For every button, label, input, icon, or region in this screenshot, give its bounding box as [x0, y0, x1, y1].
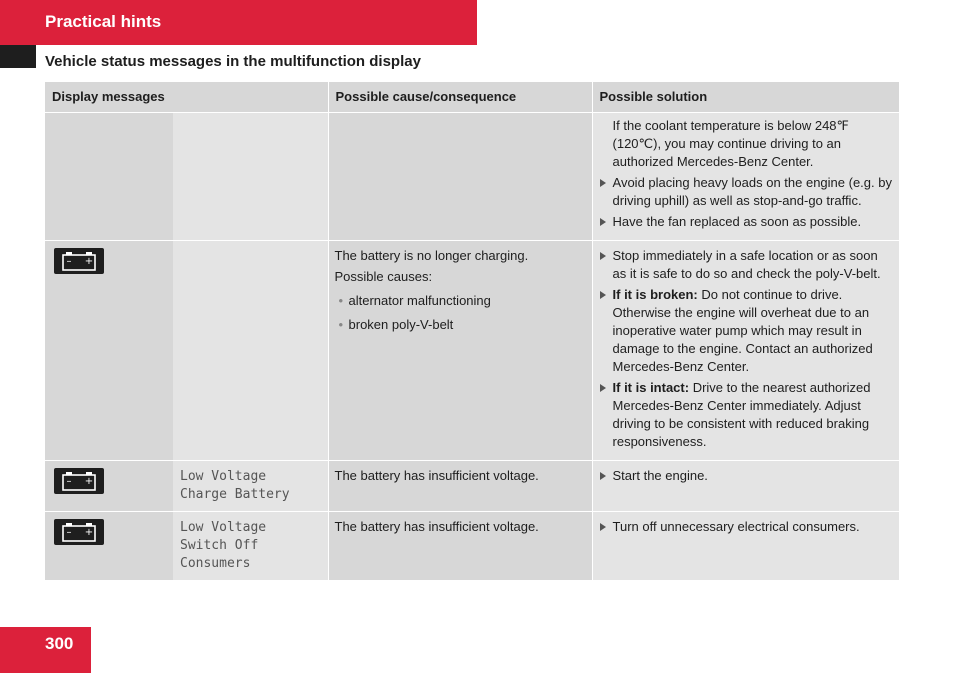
- column-header-solution: Possible solution: [592, 82, 899, 113]
- solution-text: Drive to the nearest authorized Mercedes-Benz Center immediately. Adjust driving to be consistent with reduced braking responsiveness.: [612, 380, 871, 449]
- solution-cell: [592, 461, 899, 512]
- solution-item: [599, 518, 894, 536]
- display-message-text: Low Voltage Charge Battery: [180, 469, 290, 502]
- battery-minus-label: –: [66, 527, 72, 538]
- message-cell: [173, 241, 328, 461]
- status-messages-table: [45, 82, 899, 581]
- cause-text: Possible causes:: [334, 269, 433, 284]
- table-header-row: [45, 82, 899, 113]
- solution-item: [599, 174, 894, 210]
- arrow-right-icon: [600, 291, 606, 299]
- battery-icon: [54, 468, 104, 494]
- table-row: [45, 512, 899, 581]
- icon-cell: [45, 512, 173, 581]
- icon-cell: [45, 113, 173, 241]
- arrow-right-icon: [600, 523, 606, 531]
- page-number: 300: [45, 634, 74, 653]
- solution-item: [599, 379, 894, 451]
- solution-item: [599, 467, 894, 485]
- icon-cell: [45, 461, 173, 512]
- icon-cell: [45, 241, 173, 461]
- table-row: [45, 241, 899, 461]
- battery-plus-label: +: [84, 476, 94, 487]
- table-row: [45, 113, 899, 241]
- cause-cell: [328, 512, 592, 581]
- table-row: [45, 461, 899, 512]
- cause-bullet-text: broken poly-V-belt: [348, 317, 454, 332]
- arrow-right-icon: [600, 218, 606, 226]
- solution-item: [599, 286, 894, 376]
- solution-cell: [592, 113, 899, 241]
- cause-bullet-text: alternator malfunctioning: [348, 293, 491, 308]
- cause-cell: [328, 241, 592, 461]
- table-body: [45, 113, 899, 581]
- display-message-text: Low Voltage Switch Off Consumers: [180, 520, 267, 571]
- cause-bullet: [335, 316, 586, 334]
- message-cell: [173, 113, 328, 241]
- solution-cell: [592, 512, 899, 581]
- solution-bold: If it is intact:: [612, 380, 690, 395]
- bullet-dot-icon: •: [338, 317, 344, 332]
- cause-text: The battery has insufficient voltage.: [334, 519, 539, 534]
- cause-cell: [328, 461, 592, 512]
- message-cell: [173, 512, 328, 581]
- section-title: Vehicle status messages in the multifunction display: [45, 53, 421, 70]
- solution-text: Avoid placing heavy loads on the engine (e.g. by driving uphill) as well as stop-and-go traffic.: [612, 175, 892, 208]
- solution-text: Do not continue to drive. Otherwise the engine will overheat due to an inoperative water pump which may result in damage to the engine. Contact an authorized Mercedes-Benz Center.: [612, 287, 873, 374]
- solution-item: [599, 247, 894, 283]
- arrow-right-icon: [600, 384, 606, 392]
- battery-icon: [54, 519, 104, 545]
- bullet-dot-icon: •: [338, 293, 344, 308]
- arrow-right-icon: [600, 472, 606, 480]
- side-marker: [0, 45, 36, 68]
- battery-plus-label: +: [84, 256, 94, 267]
- solution-bold: If it is broken:: [612, 287, 698, 302]
- solution-text: Stop immediately in a safe location or as soon as it is safe to do so and check the poly-V-belt.: [612, 248, 881, 281]
- column-header-cause: Possible cause/consequence: [328, 82, 592, 113]
- column-header-display-messages: Display messages: [45, 82, 328, 113]
- solution-text: Turn off unnecessary electrical consumers.: [612, 519, 860, 534]
- page-header-title: Practical hints: [45, 12, 162, 31]
- solution-cell: [592, 241, 899, 461]
- message-cell: [173, 461, 328, 512]
- battery-minus-label: –: [66, 476, 72, 487]
- battery-plus-label: +: [84, 527, 94, 538]
- cause-text: The battery has insufficient voltage.: [334, 468, 539, 483]
- arrow-right-icon: [600, 179, 606, 187]
- arrow-right-icon: [600, 252, 606, 260]
- battery-icon: [54, 248, 104, 274]
- cause-cell: [328, 113, 592, 241]
- solution-text: Start the engine.: [612, 468, 708, 483]
- solution-note: If the coolant temperature is below 248℉ (120℃), you may continue driving to an authorized Mercedes-Benz Center.: [612, 118, 849, 169]
- solution-item: [599, 213, 894, 231]
- cause-text: The battery is no longer charging.: [334, 248, 529, 263]
- cause-bullet: [335, 292, 586, 310]
- battery-minus-label: –: [66, 256, 72, 267]
- solution-text: Have the fan replaced as soon as possible.: [612, 214, 862, 229]
